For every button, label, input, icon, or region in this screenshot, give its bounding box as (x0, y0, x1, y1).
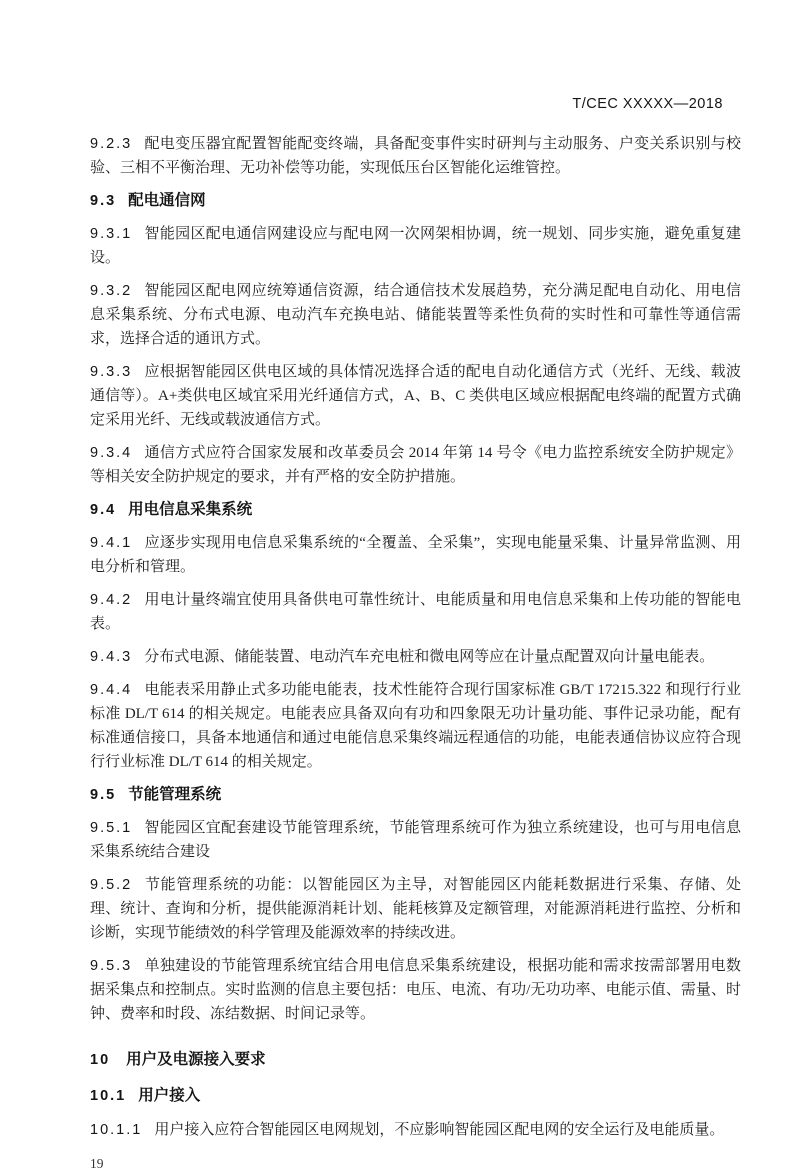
clause-number: 9.5.3 (90, 958, 133, 974)
clause-9-3-4 (90, 441, 741, 489)
clause-9-5-3 (90, 954, 741, 1026)
section-title: 用户接入 (138, 1087, 201, 1104)
chapter-title: 用户及电源接入要求 (126, 1051, 266, 1068)
clause-number: 9.5.1 (90, 820, 133, 836)
page-number: 19 (90, 1156, 104, 1171)
chapter-heading-10 (90, 1048, 741, 1072)
clause-text: 智能园区配电网应统筹通信资源，结合通信技术发展趋势，充分满足配电自动化、用电信息采集系统、分布式电源、电动汽车充换电站、储能装置等柔性负荷的实时性和可靠性等通信需求，选择合适的通讯方式。 (90, 283, 741, 347)
clause-number: 9.3.1 (90, 226, 133, 242)
clause-9-3-1 (90, 222, 741, 270)
clause-9-4-3 (90, 645, 741, 669)
clause-text: 应根据智能园区供电区域的具体情况选择合适的配电自动化通信方式（光纤、无线、载波通信等）。A+类供电区域宜采用光纤通信方式，A、B、C 类供电区域应根据配电终端的配置方式确定采用光纤、无线或载波通信方式。 (90, 364, 741, 428)
clause-text: 智能园区配电通信网建设应与配电网一次网架相协调，统一规划、同步实施，避免重复建设。 (90, 226, 741, 266)
clause-text: 用电计量终端宜使用具备供电可靠性统计、电能质量和用电信息采集和上传功能的智能电表。 (90, 592, 741, 632)
clause-text: 智能园区宜配套建设节能管理系统，节能管理系统可作为独立系统建设，也可与用电信息采集系统结合建设 (90, 820, 741, 860)
clause-9-4-4 (90, 678, 741, 774)
clause-number: 9.4.4 (90, 682, 133, 698)
clause-text: 分布式电源、储能装置、电动汽车充电桩和微电网等应在计量点配置双向计量电能表。 (144, 649, 715, 665)
clause-9-4-2 (90, 588, 741, 636)
clause-number: 9.2.3 (90, 136, 133, 152)
clause-number: 9.5.2 (90, 877, 133, 893)
clause-text: 通信方式应符合国家发展和改革委员会 2014 年第 14 号令《电力监控系统安全防护规定》等相关安全防护规定的要求，并有严格的安全防护措施。 (90, 445, 741, 485)
clause-number: 9.4.1 (90, 535, 133, 551)
clause-number: 9.3.4 (90, 445, 133, 461)
clause-9-5-2 (90, 873, 741, 945)
clause-text: 节能管理系统的功能：以智能园区为主导，对智能园区内能耗数据进行采集、存储、处理、统计、查询和分析，提供能源消耗计划、能耗核算及定额管理，对能源消耗进行监控、分析和诊断，实现节能绩效的科学管理及能源效率的持续改进。 (90, 877, 741, 941)
section-title: 节能管理系统 (128, 786, 222, 803)
clause-number: 9.3.2 (90, 283, 133, 299)
section-number: 9.4 (90, 502, 117, 518)
clause-9-5-1 (90, 816, 741, 864)
section-heading-9-3 (90, 189, 741, 213)
clause-9-2-3 (90, 132, 741, 180)
clause-number: 10.1.1 (90, 1122, 143, 1138)
clause-text: 电能表采用静止式多功能电能表，技术性能符合现行国家标准 GB/T 17215.322 和现行行业标准 DL/T 614 的相关规定。电能表应具备双向有功和四象限无功计量功能、事件记录功能，配有标准通信接口，具备本地通信和通过电能信息采集终端远程通信的功能，电能表通信协议应符合现行行业标准 DL/T 614 的相关规定。 (90, 682, 741, 770)
section-title: 配电通信网 (128, 192, 206, 209)
clause-number: 9.4.3 (90, 649, 133, 665)
section-title: 用电信息采集系统 (128, 501, 253, 518)
chapter-number: 10 (90, 1052, 111, 1068)
clause-9-4-1 (90, 531, 741, 579)
clause-number: 9.3.3 (90, 364, 133, 380)
clause-9-3-3 (90, 360, 741, 432)
section-number: 10.1 (90, 1088, 127, 1104)
standard-number-header: T/CEC XXXXX—2018 (572, 96, 723, 112)
section-number: 9.3 (90, 193, 117, 209)
section-heading-9-5 (90, 783, 741, 807)
section-heading-10-1 (90, 1084, 741, 1108)
section-heading-9-4 (90, 498, 741, 522)
clause-text: 单独建设的节能管理系统宜结合用电信息采集系统建设，根据功能和需求按需部署用电数据采集点和控制点。实时监测的信息主要包括：电压、电流、有功/无功功率、电能示值、需量、时钟、费率和时段、冻结数据、时间记录等。 (90, 958, 741, 1022)
clause-9-3-2 (90, 279, 741, 351)
clause-text: 用户接入应符合智能园区电网规划，不应影响智能园区配电网的安全运行及电能质量。 (154, 1122, 725, 1138)
clause-number: 9.4.2 (90, 592, 133, 608)
clause-text: 配电变压器宜配置智能配变终端，具备配变事件实时研判与主动服务、户变关系识别与校验、三相不平衡治理、无功补偿等功能，实现低压台区智能化运维管控。 (90, 136, 741, 176)
clause-text: 应逐步实现用电信息采集系统的“全覆盖、全采集”，实现电能量采集、计量异常监测、用电分析和管理。 (90, 535, 741, 575)
section-number: 9.5 (90, 787, 117, 803)
